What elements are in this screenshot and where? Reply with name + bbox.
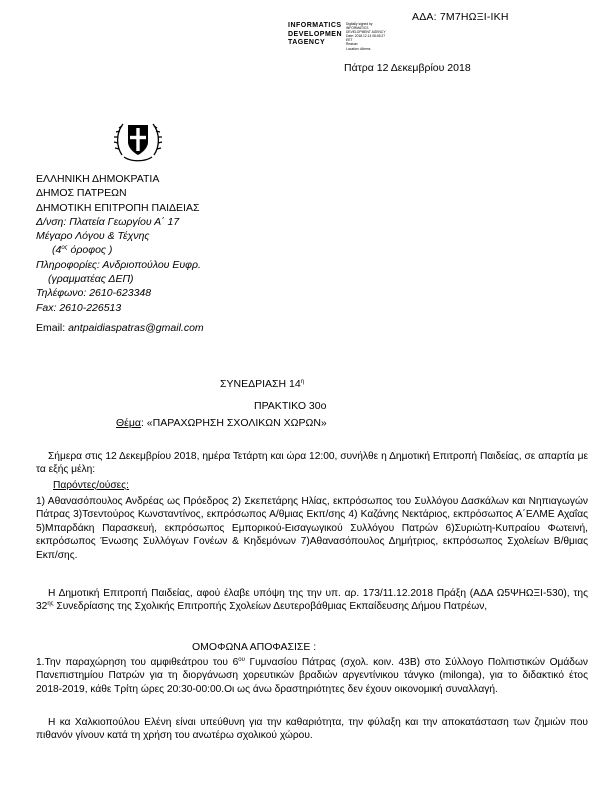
document-date: Πάτρα 12 Δεκεμβρίου 2018 [344, 62, 471, 74]
signature-detail-line: Location: Athens [346, 46, 371, 51]
session-title: ΣΥΝΕΔΡΙΑΣΗ $14^\eta$ [220, 378, 305, 390]
letterhead-line: ΕΛΛΗΝΙΚΗ ΔΗΜΟΚΡΑΤΙΑ [36, 173, 160, 185]
subject-text: : «ΠΑΡΑΧΩΡΗΣΗ ΣΧΟΛΙΚΩΝ ΧΩΡΩΝ» [140, 417, 327, 429]
letterhead-line: ΔΗΜΟΣ ΠΑΤΡΕΩΝ [36, 187, 127, 200]
agency-line: INFORMATICS [288, 22, 342, 29]
letterhead-line: Μέγαρο Λόγου & Τέχνης [36, 230, 150, 243]
members-paragraph: 1) Αθανασόπουλος Ανδρέας ως Πρόεδρος 2) Σκεπετάρης Ηλίας, εκπρόσωπος του Συλλόγου Δασκάλων και Νηπιαγωγών Πάτρας 3)Τσεντούρος Κωνσταντίνος, εκπρόσωπος Α/θμιας Εκπ/σης 4) Καζάνης Νεκτάριος, εκπρόσωπος Α΄ΕΛΜΕ Αχαΐας 5)Μπαρδάκη Παρασκευή, εκπρόσωπος Εμπορικού-Εισαγωγικού Συλλόγου Πατρών 6)Συριώτη-Κυπραίου Φωτεινή, εκπρόσωπος Ένωσης Συλλόγων Γονέων & Κηδεμόνων 7)Αθανασόπουλος Δημήτριος, εκπρόσωπος Σχολείων Β/θμιας Εκπ/σης. [36, 496, 588, 561]
signature-detail-line: Date: 2018.12.14 08:45:27 [346, 34, 386, 39]
letterhead-line: ΔΗΜΟΤΙΚΗ ΕΠΙΤΡΟΠΗ ΠΑΙΔΕΙΑΣ [36, 201, 200, 214]
phone-line: Τηλέφωνο: 2610-623348 [36, 287, 152, 300]
letterhead [36, 172, 204, 335]
signature-detail-line: EET [346, 38, 353, 43]
signature-agency-name [288, 22, 342, 48]
agency-line: TAGENCY [288, 39, 326, 46]
greek-emblem-icon [113, 116, 163, 166]
present-label: Παρόντες/ούσες: [53, 480, 129, 491]
decision-heading: ΟΜΟΦΩΝΑ ΑΠΟΦΑΣΙΣΕ : [192, 641, 317, 653]
signature-detail-line: Reason: [346, 42, 359, 47]
signature-detail-line: DEVELOPMENT AGENCY [346, 30, 386, 35]
signature-detail-line: Digitally signed by [346, 22, 373, 26]
digital-signature-details [346, 22, 408, 51]
info-line: Πληροφορίες: Ανδριοπούλου Ευφρ. [36, 258, 201, 271]
subject-label: Θέμα [116, 417, 141, 429]
minutes-number: ΠΡΑΚΤΙΚΟ 30ο [254, 400, 327, 412]
email-link[interactable]: antpaidiaspatras@gmail.com [68, 321, 204, 334]
decision-paragraph: 1.Την παραχώρηση του αμφιθεάτρου του $6^{o\upsilon}$ Γυμνασίου Πάτρας (σχολ. κοιν. 43Β) στο Σύλλογο Πολιτιστικών Ομάδων Πανεπιστημίου Πατρών για τη διοργάνωση χορευτικών βραδιών αργεντίνικου τάνγκο (milonga), για το διδακτικό έτος 2018-2019, κάθε Τρίτη ώρες 20:30-00:00.Οι ως άνω δραστηριότητες δεν έχουν οικονομική συναλλαγή. [36, 657, 588, 695]
floor-line: ($4^{o\varsigma}$ όροφος ) [52, 244, 113, 257]
signature-detail-line: INFORMATICS [346, 26, 369, 31]
letterhead-line: Δ/νση: Πλατεία Γεωργίου Α΄ 17 [36, 215, 180, 228]
intro-paragraph: Σήμερα στις 12 Δεκεμβρίου 2018, ημέρα Τετάρτη και ώρα 12:00, συνήλθε η Δημοτική Επιτροπή Παιδείας, σε απαρτία με τα εξής μέλη: [36, 451, 588, 476]
reference-paragraph: Η Δημοτική Επιτροπή Παιδείας, αφού έλαβε υπόψη της την υπ. αρ. 173/11.12.2018 Πράξη (ΑΔΑ Ω5ΨΗΩΞΙ-530), της $32^{\eta\varsigma}$ Συνεδρίασης της Σχολικής Επιτροπής Σχολείων Δευτεροβάθμιας Εκπαίδευσης Δήμου Πατρέων, [36, 588, 588, 613]
subject-line [116, 417, 327, 429]
fax-line: Fax: 2610-226513 [36, 301, 122, 314]
email-line: Email: antpaidiaspatras@gmail.com [36, 321, 204, 334]
ada-code: ΑΔΑ: 7Μ7ΗΩΞΙ-ΙΚΗ [412, 11, 509, 23]
agency-line: DEVELOPMEN [288, 30, 343, 38]
closing-paragraph: Η κα Χαλκιοπούλου Ελένη είναι υπεύθυνη για την καθαριότητα, την φύλαξη και την αποκατάσταση των ζημιών που πιθανόν γίνουν κατά τη χρήση του ανωτέρω σχολικού χώρου. [36, 717, 588, 742]
secretary-line: (γραμματέας ΔΕΠ) [48, 273, 134, 286]
